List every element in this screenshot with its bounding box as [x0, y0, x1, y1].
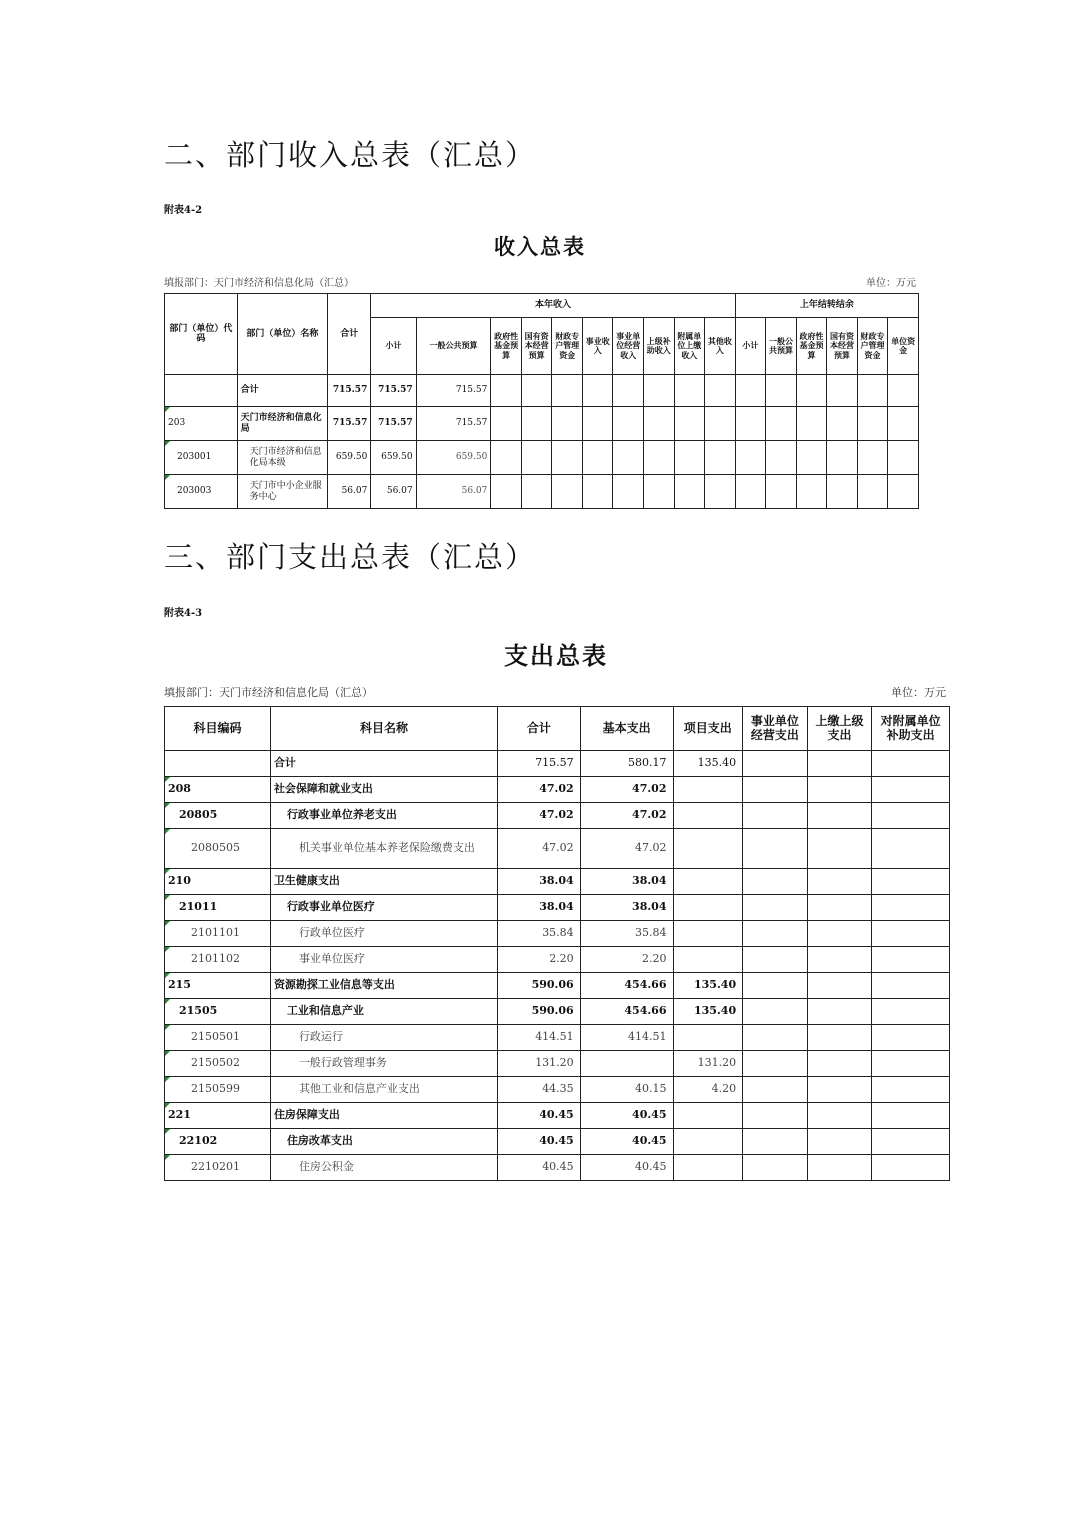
row-total: 590.06 — [497, 973, 580, 999]
row-general: 715.57 — [416, 407, 491, 441]
income-col-current-upper-subsidy: 上级补助收入 — [644, 318, 675, 375]
row-basic: 454.66 — [580, 973, 673, 999]
row-total: 590.06 — [497, 999, 580, 1025]
row-name: 工业和信息产业 — [270, 999, 497, 1025]
row-total: 2.20 — [497, 947, 580, 973]
row-project: 131.20 — [673, 1051, 743, 1077]
row-project — [673, 1025, 743, 1051]
income-col-current-operating: 事业单位经营收入 — [613, 318, 644, 375]
income-col-prev-general: 一般公共预算 — [766, 318, 797, 375]
table-row — [165, 777, 950, 803]
row-basic: 40.45 — [580, 1155, 673, 1181]
row-basic: 414.51 — [580, 1025, 673, 1051]
table-row — [165, 751, 950, 777]
expense-header-name: 科目名称 — [270, 707, 497, 751]
row-project: 135.40 — [673, 999, 743, 1025]
row-code: 2210201 — [165, 1155, 271, 1181]
income-col-prev-special-account: 财政专户管理资金 — [857, 318, 888, 375]
row-code: 22102 — [165, 1129, 271, 1155]
row-name: 行政单位医疗 — [270, 921, 497, 947]
row-basic: 38.04 — [580, 895, 673, 921]
row-code — [165, 751, 271, 777]
income-col-current-subtotal: 小计 — [371, 318, 416, 375]
row-subtotal: 56.07 — [371, 475, 416, 509]
row-name: 合计 — [270, 751, 497, 777]
row-project: 135.40 — [673, 751, 743, 777]
table-row — [165, 947, 950, 973]
expense-header-basic: 基本支出 — [580, 707, 673, 751]
table-row — [165, 921, 950, 947]
row-code: 2150599 — [165, 1077, 271, 1103]
income-col-prev-unit-funds: 单位资金 — [888, 318, 919, 375]
income-fill-dept: 填报部门：天门市经济和信息化局（汇总） — [164, 278, 354, 289]
section3-heading: 三、部门支出总表（汇总） — [164, 540, 537, 574]
row-name: 住房改革支出 — [270, 1129, 497, 1155]
row-total: 715.57 — [328, 375, 371, 407]
row-basic: 47.02 — [580, 829, 673, 869]
row-basic — [580, 1051, 673, 1077]
row-code: 2150502 — [165, 1051, 271, 1077]
income-col-prev-state-capital: 国有资本经营预算 — [827, 318, 858, 375]
table-row — [165, 375, 919, 407]
table-row — [165, 803, 950, 829]
row-code: 20805 — [165, 803, 271, 829]
row-project — [673, 895, 743, 921]
income-header-current-group: 本年收入 — [371, 294, 735, 318]
income-col-current-other: 其他收入 — [705, 318, 736, 375]
income-col-current-general: 一般公共预算 — [416, 318, 491, 375]
row-code: 21011 — [165, 895, 271, 921]
row-general: 659.50 — [416, 441, 491, 475]
row-basic: 40.15 — [580, 1077, 673, 1103]
row-project — [673, 777, 743, 803]
row-subtotal: 715.57 — [371, 407, 416, 441]
income-header-prev-group: 上年结转结余 — [735, 294, 918, 318]
row-total: 131.20 — [497, 1051, 580, 1077]
row-code: 208 — [165, 777, 271, 803]
income-col-current-state-capital: 国有资本经营预算 — [521, 318, 552, 375]
row-project — [673, 869, 743, 895]
row-code — [165, 375, 238, 407]
row-total: 40.45 — [497, 1129, 580, 1155]
income-col-current-business: 事业收入 — [582, 318, 613, 375]
row-general: 715.57 — [416, 375, 491, 407]
expense-header-business: 事业单位经营支出 — [743, 707, 808, 751]
expense-header-total: 合计 — [497, 707, 580, 751]
row-code: 21505 — [165, 999, 271, 1025]
table-row — [165, 829, 950, 869]
row-total: 47.02 — [497, 803, 580, 829]
row-name: 住房公积金 — [270, 1155, 497, 1181]
row-name: 社会保障和就业支出 — [270, 777, 497, 803]
row-basic: 40.45 — [580, 1103, 673, 1129]
expense-header-project: 项目支出 — [673, 707, 743, 751]
income-col-prev-subtotal: 小计 — [735, 318, 766, 375]
row-total: 47.02 — [497, 829, 580, 869]
table-row — [165, 895, 950, 921]
row-code: 2080505 — [165, 829, 271, 869]
row-code: 203001 — [165, 441, 238, 475]
expense-table-title: 支出总表 — [504, 641, 608, 670]
row-basic: 35.84 — [580, 921, 673, 947]
row-basic: 580.17 — [580, 751, 673, 777]
row-name: 机关事业单位基本养老保险缴费支出 — [270, 829, 497, 869]
income-header-code: 部门（单位）代码 — [165, 294, 238, 375]
income-header-total: 合计 — [328, 294, 371, 375]
row-name: 行政事业单位医疗 — [270, 895, 497, 921]
row-total: 47.02 — [497, 777, 580, 803]
row-code: 203 — [165, 407, 238, 441]
income-col-current-special-account: 财政专户管理资金 — [552, 318, 583, 375]
table-row — [165, 999, 950, 1025]
table-row — [165, 1051, 950, 1077]
table-row — [165, 441, 919, 475]
row-code: 2101101 — [165, 921, 271, 947]
table-row — [165, 1025, 950, 1051]
section3-attach-label: 附表4-3 — [164, 608, 203, 619]
row-name: 一般行政管理事务 — [270, 1051, 497, 1077]
row-name: 住房保障支出 — [270, 1103, 497, 1129]
row-project — [673, 1155, 743, 1181]
row-project — [673, 1103, 743, 1129]
row-project — [673, 803, 743, 829]
row-total: 659.50 — [328, 441, 371, 475]
expense-header-subsidy: 对附属单位补助支出 — [872, 707, 950, 751]
income-col-current-affiliate: 附属单位上缴收入 — [674, 318, 705, 375]
table-row — [165, 1155, 950, 1181]
row-basic: 38.04 — [580, 869, 673, 895]
income-summary-table — [164, 293, 919, 509]
row-total: 715.57 — [497, 751, 580, 777]
row-total: 38.04 — [497, 869, 580, 895]
expense-summary-table — [164, 706, 950, 1181]
row-project — [673, 829, 743, 869]
row-total: 715.57 — [328, 407, 371, 441]
row-name: 合计 — [237, 375, 328, 407]
table-row — [165, 407, 919, 441]
row-total: 40.45 — [497, 1103, 580, 1129]
row-name: 资源勘探工业信息等支出 — [270, 973, 497, 999]
row-subtotal: 715.57 — [371, 375, 416, 407]
row-name: 卫生健康支出 — [270, 869, 497, 895]
section2-attach-label: 附表4-2 — [164, 205, 203, 216]
row-name: 行政事业单位养老支出 — [270, 803, 497, 829]
expense-header-code: 科目编码 — [165, 707, 271, 751]
row-code: 203003 — [165, 475, 238, 509]
row-subtotal: 659.50 — [371, 441, 416, 475]
row-project: 135.40 — [673, 973, 743, 999]
table-row — [165, 973, 950, 999]
row-name: 其他工业和信息产业支出 — [270, 1077, 497, 1103]
row-project — [673, 1129, 743, 1155]
section2-heading: 二、部门收入总表（汇总） — [164, 138, 537, 172]
row-basic: 454.66 — [580, 999, 673, 1025]
row-total: 56.07 — [328, 475, 371, 509]
income-table-title: 收入总表 — [494, 234, 586, 259]
row-total: 38.04 — [497, 895, 580, 921]
expense-header-upper: 上缴上级支出 — [807, 707, 872, 751]
income-col-prev-fund: 政府性基金预算 — [796, 318, 827, 375]
row-project — [673, 947, 743, 973]
table-row — [165, 1129, 950, 1155]
row-code: 210 — [165, 869, 271, 895]
row-code: 2101102 — [165, 947, 271, 973]
income-header-name: 部门（单位）名称 — [237, 294, 328, 375]
row-code: 2150501 — [165, 1025, 271, 1051]
row-name: 天门市中小企业服务中心 — [237, 475, 328, 509]
row-basic: 47.02 — [580, 777, 673, 803]
row-general: 56.07 — [416, 475, 491, 509]
table-row — [165, 1103, 950, 1129]
row-project — [673, 921, 743, 947]
table-row — [165, 869, 950, 895]
expense-fill-dept: 填报部门：天门市经济和信息化局（汇总） — [164, 686, 373, 699]
row-total: 40.45 — [497, 1155, 580, 1181]
income-unit: 单位：万元 — [866, 278, 916, 289]
row-total: 44.35 — [497, 1077, 580, 1103]
row-name: 行政运行 — [270, 1025, 497, 1051]
row-basic: 47.02 — [580, 803, 673, 829]
row-code: 215 — [165, 973, 271, 999]
row-name: 事业单位医疗 — [270, 947, 497, 973]
row-basic: 40.45 — [580, 1129, 673, 1155]
table-row — [165, 1077, 950, 1103]
row-code: 221 — [165, 1103, 271, 1129]
row-total: 414.51 — [497, 1025, 580, 1051]
row-name: 天门市经济和信息化局本级 — [237, 441, 328, 475]
row-name: 天门市经济和信息化局 — [237, 407, 328, 441]
row-project: 4.20 — [673, 1077, 743, 1103]
row-total: 35.84 — [497, 921, 580, 947]
income-col-current-fund: 政府性基金预算 — [491, 318, 522, 375]
expense-unit: 单位：万元 — [891, 686, 946, 699]
table-row — [165, 475, 919, 509]
row-basic: 2.20 — [580, 947, 673, 973]
